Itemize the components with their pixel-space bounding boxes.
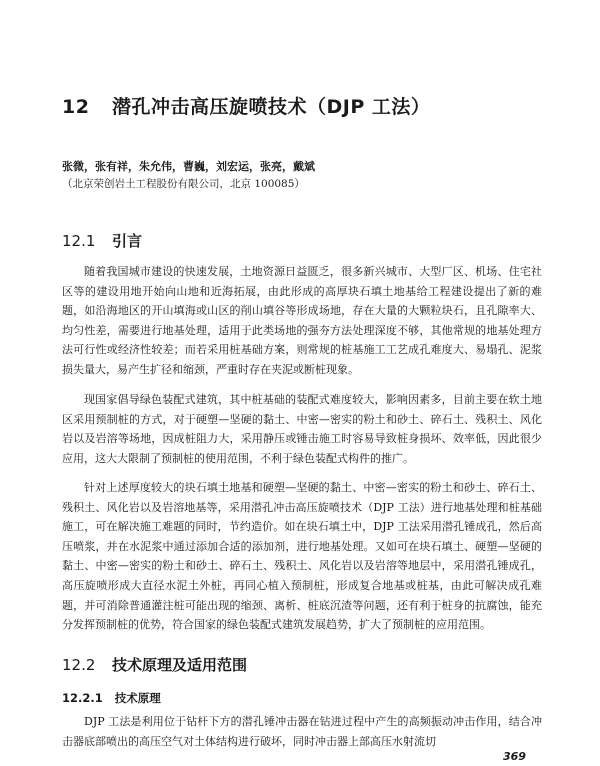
author-list: 张微，张有祥，朱允伟，曹巍，刘宏运，张亮，戴斌 bbox=[62, 160, 315, 173]
chapter-number: 12 bbox=[62, 96, 90, 118]
subsection-title: 技术原理 bbox=[114, 691, 161, 705]
section-title: 引言 bbox=[112, 232, 143, 250]
chapter-title-text: 潜孔冲击高压旋喷技术（DJP 工法） bbox=[112, 96, 431, 118]
page-number: 369 bbox=[503, 750, 526, 763]
principle-paragraph: DJP 工法是利用位于钻杆下方的潜孔锤冲击器在钻进过程中产生的高频振动冲击作用，结合冲击器底部喷出的高压空气对土体结构进行破坏，同时冲击器上部高压水射流切 bbox=[62, 715, 542, 748]
section-number: 12.1 bbox=[62, 232, 96, 250]
section-title: 技术原理及适用范围 bbox=[112, 656, 248, 674]
chapter-title bbox=[62, 92, 582, 119]
section-heading-principle bbox=[62, 654, 582, 675]
section-number: 12.2 bbox=[62, 656, 96, 674]
subsection-number: 12.2.1 bbox=[62, 691, 103, 705]
affiliation: （北京荣创岩土工程股份有限公司，北京 100085） bbox=[62, 178, 305, 190]
section-heading-introduction bbox=[62, 230, 582, 251]
intro-paragraph-2: 现国家倡导绿色装配式建筑，其中桩基础的装配式难度较大，影响因素多，目前主要在软土地区采用预制桩的方式，对于硬塑—坚硬的黏土、中密—密实的粉土和砂土、碎石土、残积土、风化岩以及岩溶等场地，因成桩阻力大，采用静压或锤击施工时容易导致桩身损坏、效率低，因此很少应用，这大大限制了预制桩的使用范围，不利于绿色装配式构件的推广。 bbox=[62, 393, 542, 465]
intro-paragraph-3: 针对上述厚度较大的块石填土地基和硬塑—坚硬的黏土、中密—密实的粉土和砂土、碎石土、残积土、风化岩以及岩溶地基等，采用潜孔冲击高压旋喷技术（DJP 工法）进行地基处理和桩基础施工，可在解决施工难题的同时，节约造价。如在块石填土中，DJP 工法采用潜孔锤成孔，然后高压喷浆，并在水泥浆中通过添加合适的添加剂，进行地基处理。又如可在块石填土、硬塑—坚硬的黏土、中密—密实的粉土和砂土、碎石土、残积土、风化岩以及岩溶等地层中，采用潜孔锤成孔，高压旋喷形成大直径水泥土外桩，再同心植入预制桩，形成复合地基或桩基，由此可解决成孔难题，并可消除普通灌注桩可能出现的缩颈、离析、桩底沉渣等问题，还有利于桩身的抗腐蚀，能充分发挥预制桩的优势，符合国家的绿色装配式建筑发展趋势，扩大了预制桩的应用范围。 bbox=[62, 481, 542, 632]
intro-paragraph-1: 随着我国城市建设的快速发展，土地资源日益匮乏，很多新兴城市、大型厂区、机场、住宅社区等的建设用地开始向山地和近海拓展，由此形成的高厚块石填土地基给工程建设提出了新的难题，如沿海地区的开山填海或山区的削山填谷等形成场地，存在大量的大颗粒块石，且孔隙率大、均匀性差，需要进行地基处理，适用于此类场地的强夯方法处理深度不够，其他常规的地基处理方法可行性或经济性较差；而若采用桩基础方案，则常规的桩基施工工艺成孔难度大、易塌孔、泥浆损失量大，易产生扩径和缩颈，严重时存在夹泥或断桩现象。 bbox=[62, 265, 542, 376]
subsection-heading bbox=[62, 690, 582, 706]
